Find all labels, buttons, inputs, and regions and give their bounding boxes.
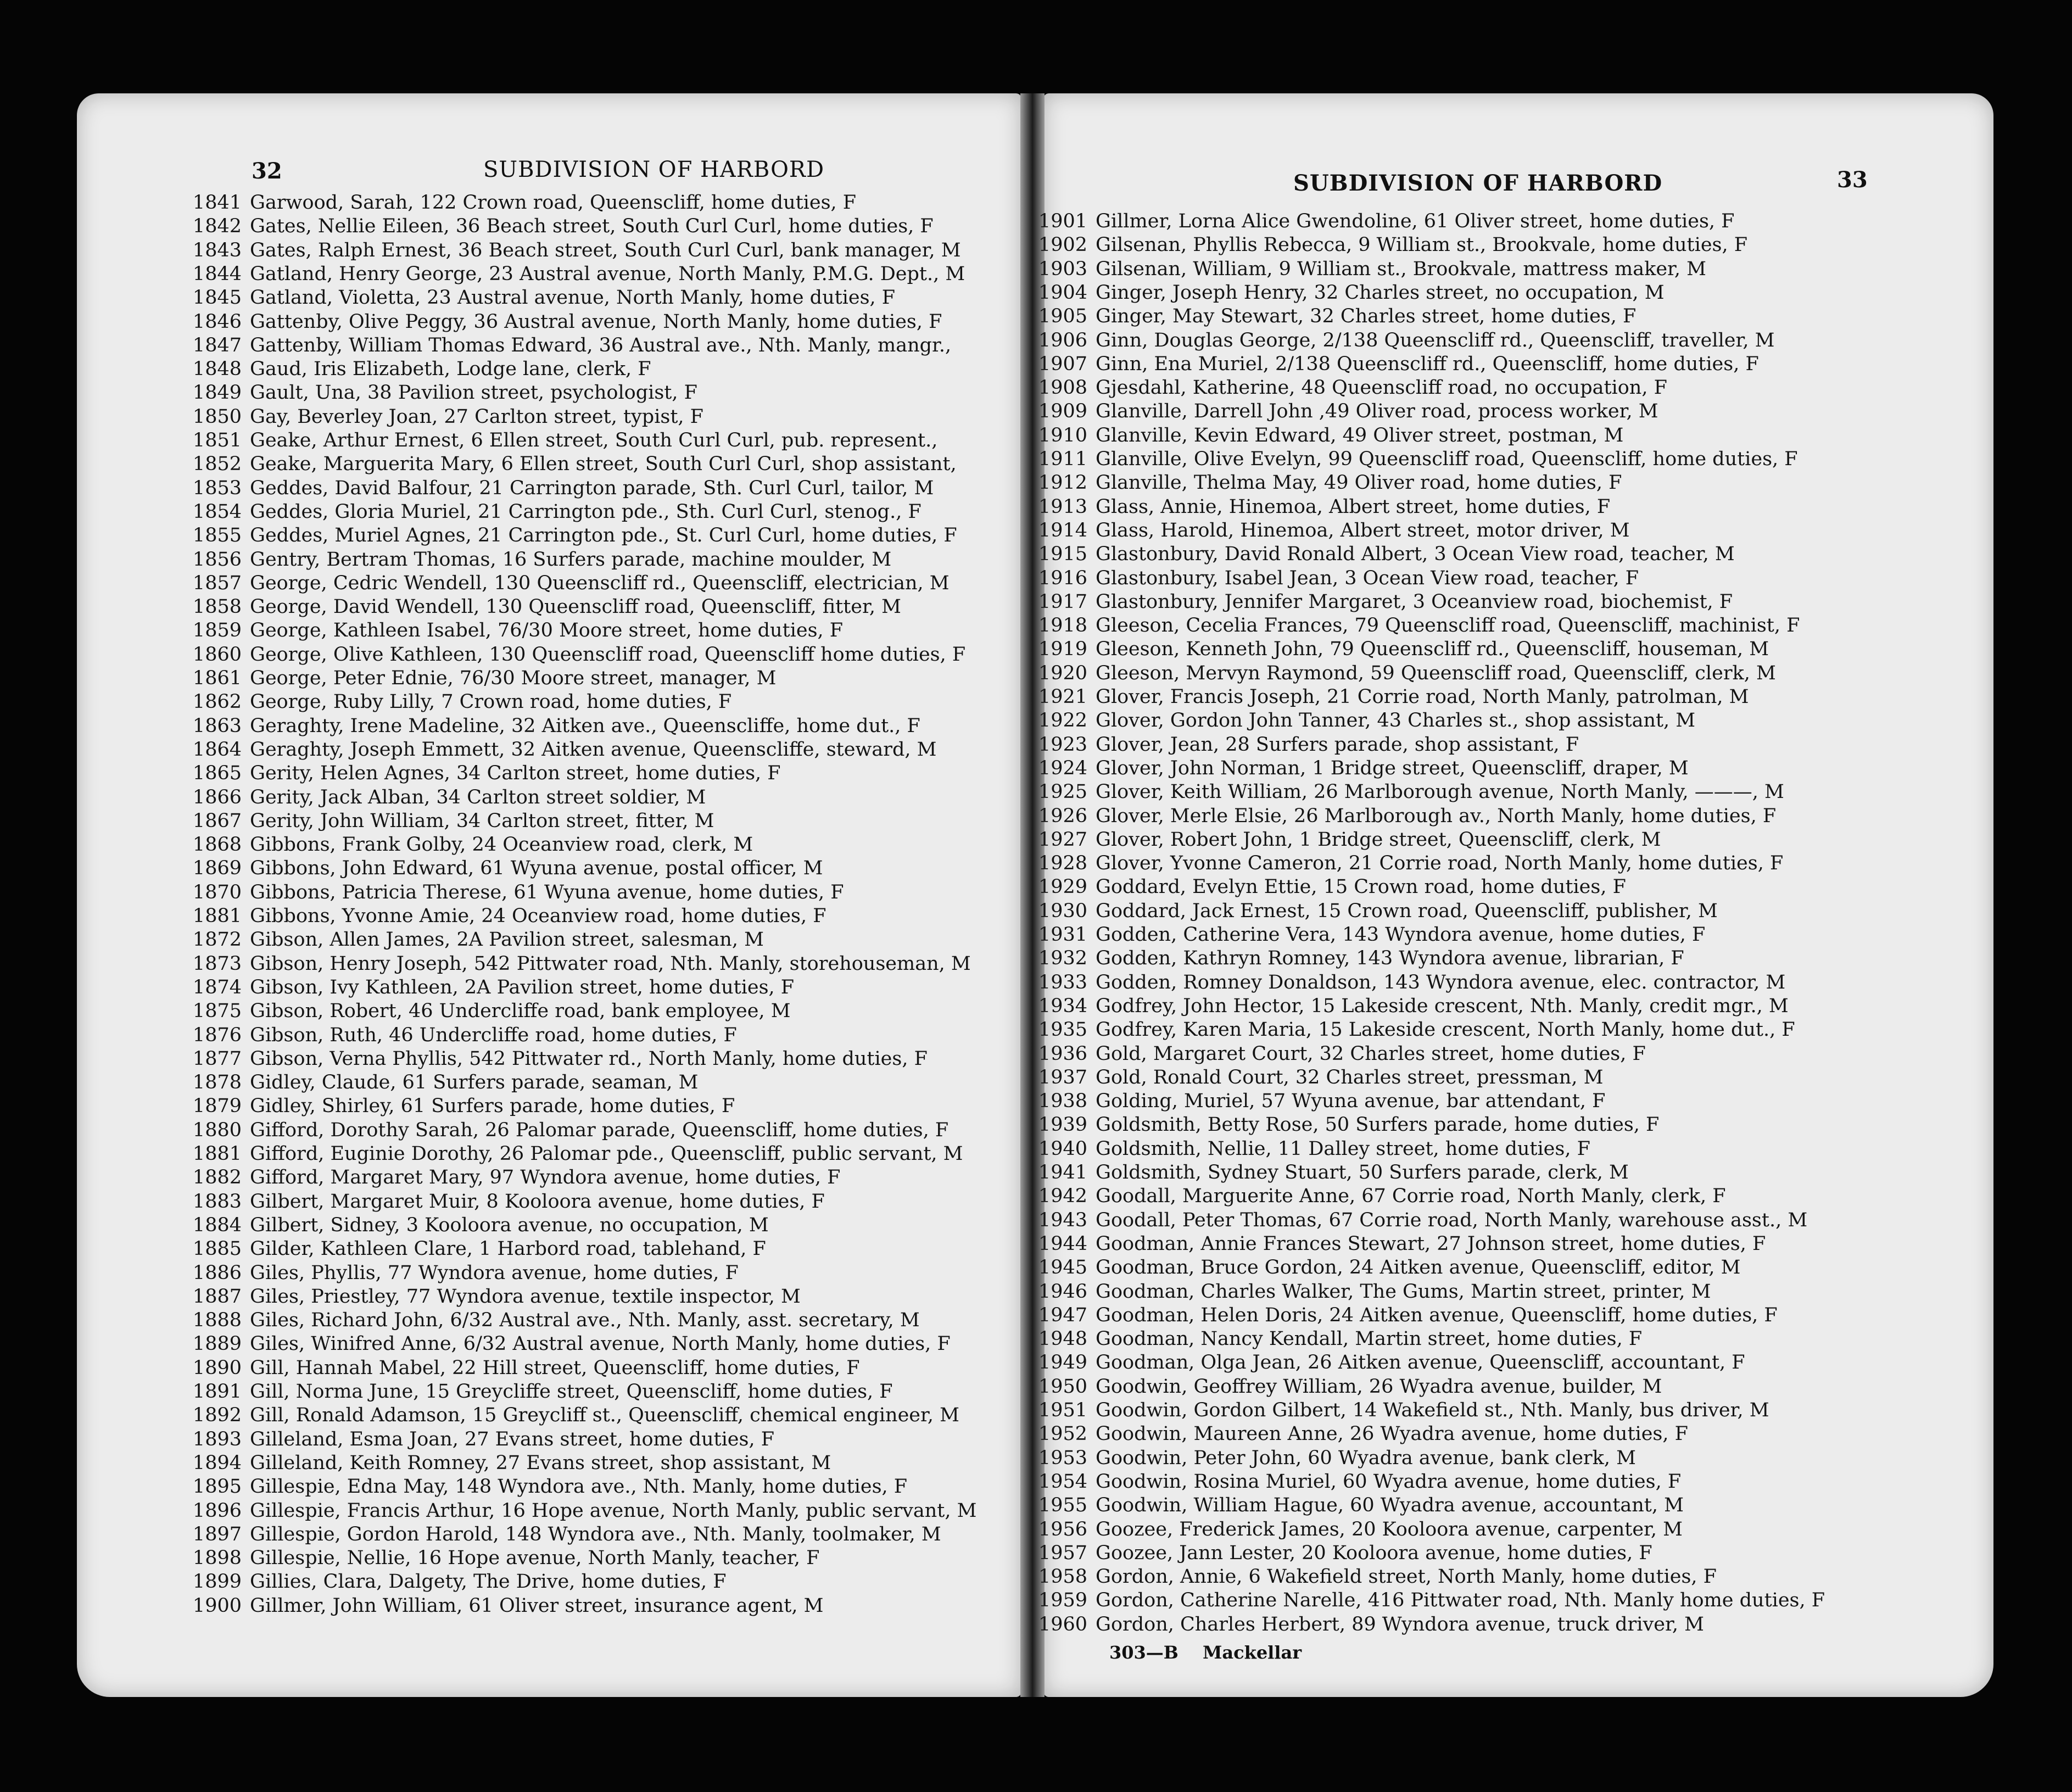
entry-text: Gilder, Kathleen Clare, 1 Harbord road, tablehand, F bbox=[250, 1238, 766, 1260]
entry-number: 1923 bbox=[1038, 733, 1087, 756]
entry-text: Gault, Una, 38 Pavilion street, psychologist, F bbox=[250, 382, 697, 404]
entry-text: Gattenby, Olive Peggy, 36 Austral avenue, North Manly, home duties, F bbox=[250, 310, 942, 333]
entry-text: Gordon, Annie, 6 Wakefield street, North Manly, home duties, F bbox=[1096, 1566, 1717, 1588]
entry-text: Gibbons, Yvonne Amie, 24 Oceanview road, home duties, F bbox=[250, 905, 826, 927]
entry-number: 1898 bbox=[192, 1547, 242, 1570]
entry-number: 1862 bbox=[192, 691, 242, 713]
entry-text: Glastonbury, Isabel Jean, 3 Ocean View road, teacher, F bbox=[1096, 567, 1639, 589]
entry-number: 1901 bbox=[1038, 210, 1087, 232]
entry-number: 1882 bbox=[192, 1166, 242, 1189]
entry-number: 1939 bbox=[1038, 1114, 1087, 1136]
entry-text: Gifford, Margaret Mary, 97 Wyndora avenue, home duties, F bbox=[250, 1166, 841, 1189]
entry-number: 1958 bbox=[1038, 1566, 1087, 1588]
entry-number: 1861 bbox=[192, 667, 242, 689]
entry-text: Giles, Phyllis, 77 Wyndora avenue, home duties, F bbox=[250, 1261, 739, 1284]
entry-text: Gillespie, Francis Arthur, 16 Hope avenue, North Manly, public servant, M bbox=[250, 1499, 977, 1522]
entry-number: 1858 bbox=[192, 596, 242, 618]
entry-number: 1846 bbox=[192, 310, 242, 333]
entry-text: Goddard, Jack Ernest, 15 Crown road, Queenscliff, publisher, M bbox=[1096, 900, 1718, 922]
right-page-number: 33 bbox=[1837, 167, 1868, 193]
entry-text: Gleeson, Cecelia Frances, 79 Queenscliff road, Queenscliff, machinist, F bbox=[1096, 615, 1800, 637]
entry-number: 1909 bbox=[1038, 400, 1087, 423]
entry-number: 1950 bbox=[1038, 1375, 1087, 1398]
entry-text: Godden, Kathryn Romney, 143 Wyndora avenue, librarian, F bbox=[1096, 947, 1684, 970]
entry-text: Goldsmith, Betty Rose, 50 Surfers parade, home duties, F bbox=[1096, 1114, 1660, 1136]
entry-number: 1855 bbox=[192, 524, 242, 547]
entry-number: 1906 bbox=[1038, 329, 1087, 351]
entry-number: 1925 bbox=[1038, 781, 1087, 803]
entry-number: 1841 bbox=[192, 192, 242, 214]
entry-text: George, David Wendell, 130 Queenscliff road, Queenscliff, fitter, M bbox=[250, 596, 901, 618]
entry-text: Glanville, Thelma May, 49 Oliver road, home duties, F bbox=[1096, 472, 1622, 494]
entry-number: 1878 bbox=[192, 1071, 242, 1094]
entry-text: Gillmer, Lorna Alice Gwendoline, 61 Oliver street, home duties, F bbox=[1096, 210, 1735, 232]
entry-number: 1895 bbox=[192, 1476, 242, 1498]
entry-text: George, Ruby Lilly, 7 Crown road, home duties, F bbox=[250, 691, 732, 713]
entry-text: Goodwin, Maureen Anne, 26 Wyadra avenue, home duties, F bbox=[1096, 1423, 1688, 1445]
entry-number: 1937 bbox=[1038, 1066, 1087, 1088]
entry-text: Goodman, Nancy Kendall, Martin street, home duties, F bbox=[1096, 1328, 1643, 1350]
entry-text: Gerity, Helen Agnes, 34 Carlton street, home duties, F bbox=[250, 762, 781, 785]
entry-number: 1842 bbox=[192, 215, 242, 238]
entry-text: Gibson, Ivy Kathleen, 2A Pavilion street, home duties, F bbox=[250, 976, 795, 998]
entry-text: Glass, Harold, Hinemoa, Albert street, motor driver, M bbox=[1096, 519, 1630, 541]
left-page-number: 32 bbox=[252, 158, 282, 184]
entry-number: 1944 bbox=[1038, 1232, 1087, 1255]
entry-text: Geake, Arthur Ernest, 6 Ellen street, South Curl Curl, pub. represent., bbox=[250, 429, 938, 451]
entry-number: 1928 bbox=[1038, 852, 1087, 875]
entry-number: 1843 bbox=[192, 239, 242, 261]
entry-text: Gibson, Allen James, 2A Pavilion street, salesman, M bbox=[250, 929, 764, 951]
entry-number: 1874 bbox=[192, 976, 242, 998]
entry-text: Gilleland, Keith Romney, 27 Evans street, shop assistant, M bbox=[250, 1452, 831, 1474]
entry-text: Gordon, Charles Herbert, 89 Wyndora avenue, truck driver, M bbox=[1096, 1613, 1704, 1635]
entry-number: 1877 bbox=[192, 1047, 242, 1070]
entry-text: Gibson, Verna Phyllis, 542 Pittwater rd., North Manly, home duties, F bbox=[250, 1047, 928, 1070]
entry-number: 1879 bbox=[192, 1095, 242, 1118]
entry-number: 1851 bbox=[192, 429, 242, 451]
entry-text: Glover, Yvonne Cameron, 21 Corrie road, North Manly, home duties, F bbox=[1096, 852, 1784, 875]
entry-text: Geddes, Muriel Agnes, 21 Carrington pde., St. Curl Curl, home duties, F bbox=[250, 524, 957, 547]
entry-text: Giles, Winifred Anne, 6/32 Austral avenue, North Manly, home duties, F bbox=[250, 1333, 951, 1355]
entry-number: 1897 bbox=[192, 1523, 242, 1545]
entry-text: Godfrey, John Hector, 15 Lakeside crescent, Nth. Manly, credit mgr., M bbox=[1096, 995, 1789, 1017]
entry-text: Gleeson, Kenneth John, 79 Queenscliff rd., Queenscliff, houseman, M bbox=[1096, 638, 1769, 661]
entry-text: Gaud, Iris Elizabeth, Lodge lane, clerk, F bbox=[250, 358, 651, 381]
entry-text: Gibbons, John Edward, 61 Wyuna avenue, postal officer, M bbox=[250, 857, 823, 880]
entry-text: Gatland, Henry George, 23 Austral avenue, North Manly, P.M.G. Dept., M bbox=[250, 263, 965, 285]
entry-text: Goozee, Jann Lester, 20 Kooloora avenue, home duties, F bbox=[1096, 1542, 1652, 1564]
entry-number: 1947 bbox=[1038, 1304, 1087, 1326]
entry-text: Gates, Nellie Eileen, 36 Beach street, South Curl Curl, home duties, F bbox=[250, 215, 934, 238]
entry-number: 1954 bbox=[1038, 1470, 1087, 1493]
entry-number: 1935 bbox=[1038, 1019, 1087, 1041]
entry-text: Geddes, David Balfour, 21 Carrington parade, Sth. Curl Curl, tailor, M bbox=[250, 477, 934, 499]
entry-number: 1864 bbox=[192, 738, 242, 761]
entry-text: Gillespie, Nellie, 16 Hope avenue, North Manly, teacher, F bbox=[250, 1547, 820, 1570]
entry-number: 1945 bbox=[1038, 1257, 1087, 1279]
left-page-title: SUBDIVISION OF HARBORD bbox=[483, 157, 825, 182]
entry-number: 1930 bbox=[1038, 900, 1087, 922]
entry-number: 1929 bbox=[1038, 876, 1087, 898]
entry-number: 1875 bbox=[192, 1000, 242, 1023]
entry-text: Godfrey, Karen Maria, 15 Lakeside crescent, North Manly, home dut., F bbox=[1096, 1019, 1795, 1041]
entry-number: 1886 bbox=[192, 1261, 242, 1284]
entry-number: 1920 bbox=[1038, 662, 1087, 684]
entry-text: Glover, John Norman, 1 Bridge street, Queenscliff, draper, M bbox=[1096, 757, 1689, 779]
entry-text: Goddard, Evelyn Ettie, 15 Crown road, home duties, F bbox=[1096, 876, 1626, 898]
entry-text: Gjesdahl, Katherine, 48 Queenscliff road, no occupation, F bbox=[1096, 377, 1667, 399]
entry-number: 1932 bbox=[1038, 947, 1087, 970]
entry-text: Gattenby, William Thomas Edward, 36 Austral ave., Nth. Manly, mangr., bbox=[250, 334, 952, 356]
entry-text: Ginger, May Stewart, 32 Charles street, home duties, F bbox=[1096, 305, 1637, 328]
entry-number: 1881 bbox=[192, 905, 242, 927]
entry-number: 1952 bbox=[1038, 1423, 1087, 1445]
entry-number: 1943 bbox=[1038, 1209, 1087, 1231]
entry-number: 1889 bbox=[192, 1333, 242, 1355]
entry-text: Goodwin, Gordon Gilbert, 14 Wakefield st., Nth. Manly, bus driver, M bbox=[1096, 1399, 1769, 1421]
entry-number: 1927 bbox=[1038, 828, 1087, 851]
entry-text: Glanville, Darrell John ,49 Oliver road, process worker, M bbox=[1096, 400, 1658, 423]
entry-number: 1848 bbox=[192, 358, 242, 381]
entry-text: Gill, Ronald Adamson, 15 Greycliff st., Queenscliff, chemical engineer, M bbox=[250, 1404, 959, 1427]
entry-number: 1887 bbox=[192, 1285, 242, 1308]
entry-number: 1959 bbox=[1038, 1589, 1087, 1612]
entry-text: Goodall, Marguerite Anne, 67 Corrie road, North Manly, clerk, F bbox=[1096, 1185, 1726, 1208]
entry-number: 1900 bbox=[192, 1594, 242, 1617]
entry-number: 1910 bbox=[1038, 424, 1087, 446]
entry-text: Gibson, Robert, 46 Undercliffe road, bank employee, M bbox=[250, 1000, 791, 1023]
entry-number: 1883 bbox=[192, 1190, 242, 1213]
entry-number: 1899 bbox=[192, 1571, 242, 1593]
entry-number: 1949 bbox=[1038, 1352, 1087, 1374]
entry-text: Gillespie, Gordon Harold, 148 Wyndora ave., Nth. Manly, toolmaker, M bbox=[250, 1523, 941, 1545]
entry-text: Gold, Ronald Court, 32 Charles street, pressman, M bbox=[1096, 1066, 1604, 1088]
entry-number: 1924 bbox=[1038, 757, 1087, 779]
entry-number: 1860 bbox=[192, 643, 242, 666]
entry-text: Glover, Keith William, 26 Marlborough avenue, North Manly, ———, M bbox=[1096, 781, 1784, 803]
entry-text: Glover, Robert John, 1 Bridge street, Queenscliff, clerk, M bbox=[1096, 828, 1661, 851]
entry-text: Giles, Richard John, 6/32 Austral ave., Nth. Manly, asst. secretary, M bbox=[250, 1309, 920, 1332]
entry-number: 1896 bbox=[192, 1499, 242, 1522]
entry-number: 1859 bbox=[192, 619, 242, 642]
entry-number: 1873 bbox=[192, 952, 242, 975]
entry-text: Gill, Norma June, 15 Greycliffe street, Queenscliff, home duties, F bbox=[250, 1381, 893, 1403]
entry-text: Garwood, Sarah, 122 Crown road, Queenscliff, home duties, F bbox=[250, 192, 857, 214]
entry-number: 1893 bbox=[192, 1428, 242, 1450]
entry-number: 1857 bbox=[192, 572, 242, 594]
entry-text: Gillmer, John William, 61 Oliver street, insurance agent, M bbox=[250, 1594, 824, 1617]
entry-text: Ginn, Douglas George, 2/138 Queenscliff rd., Queenscliff, traveller, M bbox=[1096, 329, 1775, 351]
entry-text: Gillespie, Edna May, 148 Wyndora ave., Nth. Manly, home duties, F bbox=[250, 1476, 908, 1498]
entry-number: 1872 bbox=[192, 929, 242, 951]
entry-text: Gill, Hannah Mabel, 22 Hill street, Queenscliff, home duties, F bbox=[250, 1356, 860, 1379]
entry-text: Glastonbury, Jennifer Margaret, 3 Oceanview road, biochemist, F bbox=[1096, 590, 1733, 613]
entry-number: 1941 bbox=[1038, 1162, 1087, 1183]
entry-text: Ginger, Joseph Henry, 32 Charles street, no occupation, M bbox=[1096, 281, 1665, 304]
entry-number: 1921 bbox=[1038, 686, 1087, 708]
entry-text: Gentry, Bertram Thomas, 16 Surfers parade, machine moulder, M bbox=[250, 548, 892, 571]
entry-text: Gibbons, Patricia Therese, 61 Wyuna avenue, home duties, F bbox=[250, 881, 844, 903]
entry-text: Glanville, Olive Evelyn, 99 Queenscliff road, Queenscliff, home duties, F bbox=[1096, 448, 1798, 470]
entry-number: 1905 bbox=[1038, 305, 1087, 328]
entry-number: 1847 bbox=[192, 334, 242, 356]
entry-number: 1940 bbox=[1038, 1137, 1087, 1160]
entry-text: Glover, Jean, 28 Surfers parade, shop assistant, F bbox=[1096, 733, 1579, 756]
entry-text: Gates, Ralph Ernest, 36 Beach street, South Curl Curl, bank manager, M bbox=[250, 239, 961, 261]
entry-text: Gleeson, Mervyn Raymond, 59 Queenscliff road, Queenscliff, clerk, M bbox=[1096, 662, 1776, 684]
entry-number: 1844 bbox=[192, 263, 242, 285]
entry-number: 1850 bbox=[192, 405, 242, 428]
entry-text: Goodwin, Rosina Muriel, 60 Wyadra avenue, home duties, F bbox=[1096, 1470, 1682, 1493]
entry-number: 1956 bbox=[1038, 1518, 1087, 1540]
entry-number: 1916 bbox=[1038, 567, 1087, 589]
entry-text: Gay, Beverley Joan, 27 Carlton street, typist, F bbox=[250, 405, 703, 428]
entry-number: 1918 bbox=[1038, 615, 1087, 637]
entry-number: 1869 bbox=[192, 857, 242, 880]
entry-text: Gibson, Ruth, 46 Undercliffe road, home duties, F bbox=[250, 1024, 737, 1046]
entry-text: Gibson, Henry Joseph, 542 Pittwater road, Nth. Manly, storehouseman, M bbox=[250, 952, 971, 975]
entry-number: 1957 bbox=[1038, 1542, 1087, 1564]
entry-text: Gilsenan, William, 9 William st., Brookvale, mattress maker, M bbox=[1096, 258, 1707, 280]
footer-code: 303—B bbox=[1109, 1642, 1179, 1663]
entry-number: 1867 bbox=[192, 810, 242, 832]
entry-number: 1926 bbox=[1038, 805, 1087, 827]
entry-text: Geraghty, Irene Madeline, 32 Aitken ave., Queenscliffe, home dut., F bbox=[250, 714, 920, 737]
entry-text: Geddes, Gloria Muriel, 21 Carrington pde., Sth. Curl Curl, stenog., F bbox=[250, 500, 921, 523]
entry-text: Gold, Margaret Court, 32 Charles street, home duties, F bbox=[1096, 1042, 1646, 1065]
entry-text: Goozee, Frederick James, 20 Kooloora avenue, carpenter, M bbox=[1096, 1518, 1683, 1540]
entry-text: Goodwin, William Hague, 60 Wyadra avenue, accountant, M bbox=[1096, 1494, 1684, 1517]
entry-text: George, Kathleen Isabel, 76/30 Moore street, home duties, F bbox=[250, 619, 844, 642]
entry-text: Goodman, Charles Walker, The Gums, Martin street, printer, M bbox=[1096, 1280, 1711, 1303]
entry-number: 1856 bbox=[192, 548, 242, 571]
entry-number: 1936 bbox=[1038, 1042, 1087, 1065]
entry-number: 1912 bbox=[1038, 472, 1087, 494]
entry-text: Geraghty, Joseph Emmett, 32 Aitken avenue, Queenscliffe, steward, M bbox=[250, 738, 937, 761]
footer-name: Mackellar bbox=[1203, 1642, 1302, 1663]
entry-text: Gerity, John William, 34 Carlton street, fitter, M bbox=[250, 810, 714, 832]
entry-number: 1852 bbox=[192, 453, 242, 476]
entry-number: 1880 bbox=[192, 1119, 242, 1141]
entry-number: 1919 bbox=[1038, 638, 1087, 661]
entry-number: 1894 bbox=[192, 1452, 242, 1474]
entry-number: 1865 bbox=[192, 762, 242, 785]
entry-text: Golding, Muriel, 57 Wyuna avenue, bar attendant, F bbox=[1096, 1090, 1606, 1113]
entry-text: George, Olive Kathleen, 130 Queenscliff road, Queenscliff home duties, F bbox=[250, 643, 966, 666]
entry-number: 1951 bbox=[1038, 1399, 1087, 1421]
entry-number: 1903 bbox=[1038, 258, 1087, 280]
entry-text: Gatland, Violetta, 23 Austral avenue, North Manly, home duties, F bbox=[250, 287, 896, 309]
entry-text: Gidley, Shirley, 61 Surfers parade, home duties, F bbox=[250, 1095, 735, 1118]
right-page-title: SUBDIVISION OF HARBORD bbox=[1293, 170, 1663, 196]
entry-number: 1902 bbox=[1038, 234, 1087, 256]
entry-text: Goldsmith, Sydney Stuart, 50 Surfers parade, clerk, M bbox=[1096, 1162, 1629, 1183]
entry-text: Goodman, Olga Jean, 26 Aitken avenue, Queenscliff, accountant, F bbox=[1096, 1352, 1745, 1374]
entry-text: Ginn, Ena Muriel, 2/138 Queenscliff rd., Queenscliff, home duties, F bbox=[1096, 353, 1759, 375]
entry-number: 1890 bbox=[192, 1356, 242, 1379]
entry-number: 1922 bbox=[1038, 710, 1087, 732]
entry-text: Glastonbury, David Ronald Albert, 3 Ocean View road, teacher, M bbox=[1096, 543, 1735, 566]
entry-number: 1891 bbox=[192, 1381, 242, 1403]
entry-number: 1934 bbox=[1038, 995, 1087, 1017]
entry-number: 1849 bbox=[192, 382, 242, 404]
entry-number: 1917 bbox=[1038, 590, 1087, 613]
entry-text: Glover, Merle Elsie, 26 Marlborough av., North Manly, home duties, F bbox=[1096, 805, 1777, 827]
entry-number: 1853 bbox=[192, 477, 242, 499]
entry-text: Giles, Priestley, 77 Wyndora avenue, textile inspector, M bbox=[250, 1285, 801, 1308]
entry-number: 1933 bbox=[1038, 971, 1087, 993]
entry-text: Gifford, Dorothy Sarah, 26 Palomar parade, Queenscliff, home duties, F bbox=[250, 1119, 949, 1141]
entry-number: 1866 bbox=[192, 786, 242, 808]
entry-text: Gerity, Jack Alban, 34 Carlton street soldier, M bbox=[250, 786, 706, 808]
entry-text: Goodwin, Geoffrey William, 26 Wyadra avenue, builder, M bbox=[1096, 1375, 1662, 1398]
entry-text: Gordon, Catherine Narelle, 416 Pittwater road, Nth. Manly home duties, F bbox=[1096, 1589, 1825, 1612]
entry-number: 1953 bbox=[1038, 1447, 1087, 1469]
entry-text: Geake, Marguerita Mary, 6 Ellen street, South Curl Curl, shop assistant, bbox=[250, 453, 957, 476]
entry-text: Goodman, Helen Doris, 24 Aitken avenue, Queenscliff, home duties, F bbox=[1096, 1304, 1778, 1326]
entry-number: 1884 bbox=[192, 1214, 242, 1236]
entry-number: 1892 bbox=[192, 1404, 242, 1427]
entry-number: 1948 bbox=[1038, 1328, 1087, 1350]
entry-text: Gibbons, Frank Golby, 24 Oceanview road, clerk, M bbox=[250, 834, 753, 856]
entry-text: Glass, Annie, Hinemoa, Albert street, home duties, F bbox=[1096, 495, 1611, 518]
entry-number: 1881 bbox=[192, 1143, 242, 1165]
entry-number: 1942 bbox=[1038, 1185, 1087, 1208]
entry-number: 1907 bbox=[1038, 353, 1087, 375]
entry-number: 1955 bbox=[1038, 1494, 1087, 1517]
entry-number: 1845 bbox=[192, 287, 242, 309]
entry-number: 1915 bbox=[1038, 543, 1087, 566]
entry-number: 1885 bbox=[192, 1238, 242, 1260]
entry-text: Gilbert, Sidney, 3 Kooloora avenue, no occupation, M bbox=[250, 1214, 769, 1236]
entry-number: 1913 bbox=[1038, 495, 1087, 518]
entry-text: George, Cedric Wendell, 130 Queenscliff rd., Queenscliff, electrician, M bbox=[250, 572, 950, 594]
entry-text: Gilbert, Margaret Muir, 8 Kooloora avenue, home duties, F bbox=[250, 1190, 825, 1213]
entry-text: Gilleland, Esma Joan, 27 Evans street, home duties, F bbox=[250, 1428, 774, 1450]
entry-text: Goldsmith, Nellie, 11 Dalley street, home duties, F bbox=[1096, 1137, 1590, 1160]
entry-text: Gifford, Euginie Dorothy, 26 Palomar pde., Queenscliff, public servant, M bbox=[250, 1143, 963, 1165]
entry-text: Goodall, Peter Thomas, 67 Corrie road, North Manly, warehouse asst., M bbox=[1096, 1209, 1808, 1231]
entry-text: Gidley, Claude, 61 Surfers parade, seaman, M bbox=[250, 1071, 699, 1094]
entry-number: 1863 bbox=[192, 714, 242, 737]
entry-text: Godden, Romney Donaldson, 143 Wyndora avenue, elec. contractor, M bbox=[1096, 971, 1786, 993]
entry-number: 1870 bbox=[192, 881, 242, 903]
entry-number: 1931 bbox=[1038, 924, 1087, 946]
entry-text: Glover, Francis Joseph, 21 Corrie road, North Manly, patrolman, M bbox=[1096, 686, 1749, 708]
entry-number: 1876 bbox=[192, 1024, 242, 1046]
entry-number: 1960 bbox=[1038, 1613, 1087, 1635]
entry-text: Goodman, Annie Frances Stewart, 27 Johnson street, home duties, F bbox=[1096, 1232, 1766, 1255]
entry-text: George, Peter Ednie, 76/30 Moore street, manager, M bbox=[250, 667, 777, 689]
entry-text: Gillies, Clara, Dalgety, The Drive, home duties, F bbox=[250, 1571, 727, 1593]
entry-text: Glover, Gordon John Tanner, 43 Charles st., shop assistant, M bbox=[1096, 710, 1696, 732]
entry-number: 1946 bbox=[1038, 1280, 1087, 1303]
entry-number: 1904 bbox=[1038, 281, 1087, 304]
entry-number: 1911 bbox=[1038, 448, 1087, 470]
entry-text: Goodwin, Peter John, 60 Wyadra avenue, bank clerk, M bbox=[1096, 1447, 1636, 1469]
entry-text: Glanville, Kevin Edward, 49 Oliver street, postman, M bbox=[1096, 424, 1624, 446]
entry-number: 1908 bbox=[1038, 377, 1087, 399]
entry-text: Gilsenan, Phyllis Rebecca, 9 William st., Brookvale, home duties, F bbox=[1096, 234, 1748, 256]
entry-number: 1914 bbox=[1038, 519, 1087, 541]
entry-text: Godden, Catherine Vera, 143 Wyndora avenue, home duties, F bbox=[1096, 924, 1706, 946]
entry-number: 1938 bbox=[1038, 1090, 1087, 1113]
entry-text: Goodman, Bruce Gordon, 24 Aitken avenue, Queenscliff, editor, M bbox=[1096, 1257, 1741, 1279]
entry-number: 1868 bbox=[192, 834, 242, 856]
entry-number: 1888 bbox=[192, 1309, 242, 1332]
entry-number: 1854 bbox=[192, 500, 242, 523]
